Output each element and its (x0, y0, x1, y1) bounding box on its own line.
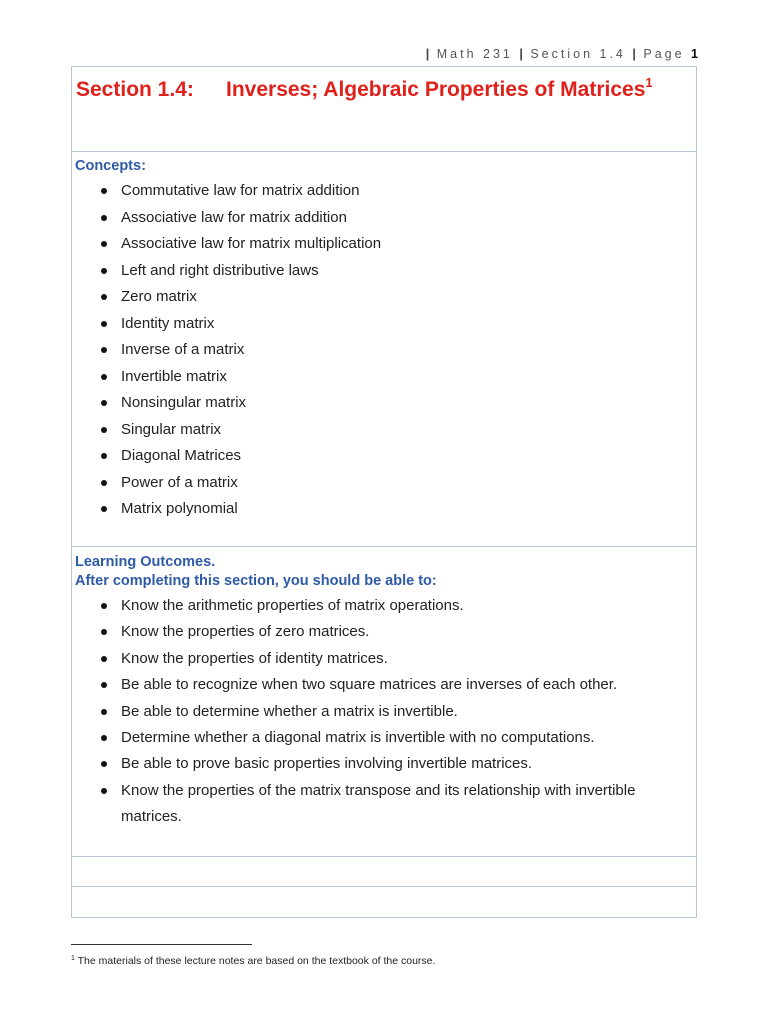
running-header: | Math 231 | Section 1.4 | Page 1 (425, 47, 698, 61)
bullet-icon (101, 788, 107, 794)
bullet-icon (101, 735, 107, 741)
course-label: Math 231 (436, 47, 513, 61)
list-item (75, 619, 693, 645)
outcome-text: Determine whether a diagonal matrix is invertible with no computations. (121, 729, 595, 747)
bullet-icon (101, 603, 107, 609)
concepts-heading: Concepts: (75, 158, 146, 174)
list-item (75, 337, 693, 364)
bullet-icon (101, 480, 107, 486)
outcomes-heading: Learning Outcomes. (75, 554, 216, 570)
list-item (75, 470, 693, 497)
outcome-text: Be able to determine whether a matrix is invertible. (121, 702, 458, 720)
bullet-icon (101, 321, 107, 327)
bullet-icon (101, 188, 107, 194)
list-item (75, 231, 693, 258)
bullet-icon (101, 761, 107, 767)
concept-text: Nonsingular matrix (121, 394, 247, 411)
list-item (75, 646, 693, 672)
list-item (75, 751, 693, 777)
outcome-text: Be able to prove basic properties involving invertible matrices. (121, 755, 533, 773)
list-item (75, 725, 693, 751)
concept-text: Diagonal Matrices (121, 447, 242, 464)
outcome-text: Know the properties of identity matrices. (121, 649, 388, 667)
outcomes-row (72, 547, 696, 857)
bullet-icon (101, 268, 107, 274)
list-item (75, 178, 693, 205)
bullet-icon (101, 374, 107, 380)
footnote-marker: 1 (71, 955, 75, 962)
list-item (75, 699, 693, 725)
concept-text: Commutative law for matrix addition (121, 182, 360, 199)
page-title (76, 75, 653, 102)
footnote-text: The materials of these lecture notes are based on the textbook of the course. (77, 955, 436, 967)
blank-row (72, 857, 696, 887)
title-row (72, 67, 696, 152)
page-number: 1 (691, 47, 698, 61)
bullet-icon (101, 427, 107, 433)
concepts-list (75, 178, 693, 523)
list-item (75, 496, 693, 523)
list-item (75, 593, 693, 619)
blank-row (72, 887, 696, 917)
outcome-text: Be able to recognize when two square matrices are inverses of each other. (121, 676, 618, 694)
bullet-icon (101, 506, 107, 512)
concept-text: Associative law for matrix multiplication (121, 235, 382, 252)
list-item (75, 672, 693, 698)
section-label: Section 1.4 (530, 47, 626, 61)
concept-text: Left and right distributive laws (121, 261, 319, 279)
bullet-icon (101, 215, 107, 221)
outcome-text: Know the properties of zero matrices. (121, 623, 370, 641)
list-item (75, 205, 693, 232)
list-item (75, 311, 693, 338)
concept-text: Inverse of a matrix (121, 341, 245, 358)
footnote-divider (71, 944, 252, 945)
list-item (75, 778, 693, 831)
list-item (75, 417, 693, 444)
concepts-row (72, 152, 696, 547)
bullet-icon (101, 400, 107, 406)
outcome-text: Know the arithmetic properties of matrix operations. (121, 597, 464, 614)
list-item (75, 364, 693, 391)
bullet-icon (101, 709, 107, 715)
outcome-text: Know the properties of the matrix transpose and its relationship with invertible matrices. (121, 781, 636, 826)
bullet-icon (101, 241, 107, 247)
concept-text: Power of a matrix (121, 473, 238, 491)
content-table (71, 66, 697, 918)
title-section: Section 1.4: (76, 78, 194, 101)
list-item (75, 443, 693, 470)
title-footnote-ref: 1 (645, 75, 653, 90)
bullet-icon (101, 294, 107, 300)
list-item (75, 258, 693, 285)
title-text: Inverses; Algebraic Properties of Matrices (226, 78, 646, 101)
concept-text: Matrix polynomial (121, 500, 238, 517)
bullet-icon (101, 682, 107, 688)
bullet-icon (101, 453, 107, 459)
concept-text: Identity matrix (121, 314, 215, 332)
bullet-icon (101, 629, 107, 635)
concept-text: Singular matrix (121, 420, 222, 438)
concept-text: Invertible matrix (121, 367, 227, 385)
page-label: Page (643, 47, 685, 61)
concept-text: Associative law for matrix addition (121, 208, 347, 226)
footnote (71, 955, 435, 967)
outcomes-subheading: After completing this section, you should be able to: (75, 573, 437, 589)
bullet-icon (101, 656, 107, 662)
concept-text: Zero matrix (121, 288, 197, 305)
bullet-icon (101, 347, 107, 353)
list-item (75, 284, 693, 311)
list-item (75, 390, 693, 417)
outcomes-list (75, 593, 693, 831)
